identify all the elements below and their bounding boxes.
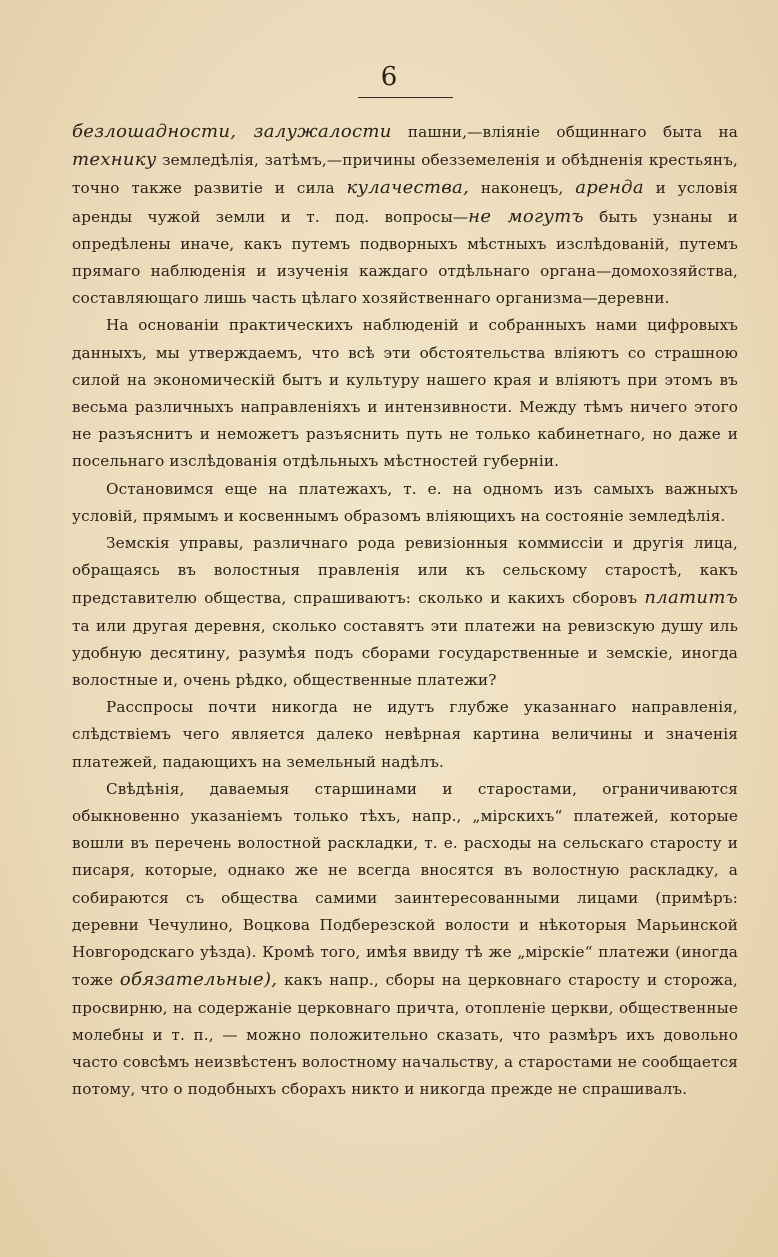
page-body-text [72, 118, 738, 1103]
text-run: та или другая деревня, сколько составятъ эти платежи на ревизскую душу иль удобную десятину, разумѣя подъ сборами государственные и земскіе, иногда волостные и, очень рѣдко, общественные платежи? [72, 616, 738, 690]
text-run: Свѣдѣнія, даваемыя старшинами и старостами, ограничиваются обыкновенно указаніемъ только тѣхъ, напр., „мірскихъ“ платежей, которые вошли въ перечень волостной раскладки, т. е. расходы на сельскаго старосту и писаря, которые, однако же не всегда вносятся въ волостную раскладку, а собираются съ общества самими заинтересованными лицами (примѣръ: деревни Чечулино, Воцкова Подберезской волости и нѣкоторыя Марьинской Новгородскаго уѣзда). Кромѣ того, имѣя ввиду тѣ же „мірскіе“ платежи (иногда тоже [72, 779, 738, 990]
text-run: На основаніи практическихъ наблюденій и собранныхъ нами цифровыхъ данныхъ, мы утверждаемъ, что всѣ эти обстоятельства вліяютъ со страшною силой на экономическій бытъ и культуру нашего края и вліяютъ при этомъ въ весьма различныхъ направленіяхъ и интензивности. Между тѣмъ ничего этого не разъяснитъ и неможетъ разъяснить путь не только кабинетнаго, но даже и посельнаго изслѣдованія отдѣльныхъ мѣстностей губерніи. [72, 316, 738, 471]
text-run: пашни,—вліяніе общиннаго быта на [391, 123, 739, 141]
paragraph [72, 476, 738, 530]
text-run: быть узнаны и опредѣлены иначе, какъ путемъ подворныхъ мѣстныхъ изслѣдованій, путемъ прямаго наблюденія и изученія каждаго отдѣльнаго органа—домохозяйства, составляющаго лишь часть цѣлаго хозяйственнаго организма—деревни. [72, 207, 738, 308]
emphasized-text: кулачества, [346, 177, 470, 199]
text-run: наконецъ, [469, 179, 576, 198]
paragraph [72, 118, 738, 312]
text-run: Остановимся еще на платежахъ, т. е. на одномъ изъ самыхъ важныхъ условій, прямымъ и косвеннымъ образомъ вліяющихъ на состояніе земледѣлія. [72, 479, 738, 525]
emphasized-text: обязательные), [119, 969, 278, 991]
emphasized-text: аренда [575, 177, 644, 199]
text-run: земледѣлія, затѣмъ,—причины обезземеленія и обѣдненія крестьянъ, точно также развитіе и сила [72, 151, 738, 198]
text-run: Расспросы почти никогда не идутъ глубже указаннаго направленія, слѣдствіемъ чего является далеко невѣрная картина величины и значенія платежей, падающихъ на земельный надѣлъ. [72, 698, 738, 771]
page-number: 6 [380, 62, 398, 92]
paragraph [72, 776, 738, 1103]
header-rule [358, 97, 453, 98]
paragraph [72, 530, 738, 694]
emphasized-text: не могутъ [468, 205, 584, 227]
text-run: и условія аренды чужой земли и т. под. вопросы— [72, 179, 738, 226]
emphasized-text: безлошадности, залужалости [72, 121, 392, 142]
paragraph [72, 694, 738, 776]
emphasized-text: технику [72, 149, 157, 171]
paragraph [72, 312, 738, 475]
emphasized-text: платитъ [644, 587, 738, 609]
text-run: Земскія управы, различнаго рода ревизіонныя коммиссіи и другія лица, обращаясь въ волостныя правленія или къ сельскому старостѣ, какъ представителю общества, спрашиваютъ: сколько и какихъ сборовъ [72, 534, 738, 608]
text-run: какъ напр., сборы на церковнаго старосту и сторожа, просвирню, на содержаніе церковнаго причта, отопленіе церкви, общественные молебны и т. п., — можно положительно сказать, что размѣръ ихъ довольно часто совсѣмъ неизвѣстенъ волостному начальству, а старостами не сообщается потому, что о подобныхъ сборахъ никто и никогда прежде не спрашивалъ. [72, 971, 738, 1099]
